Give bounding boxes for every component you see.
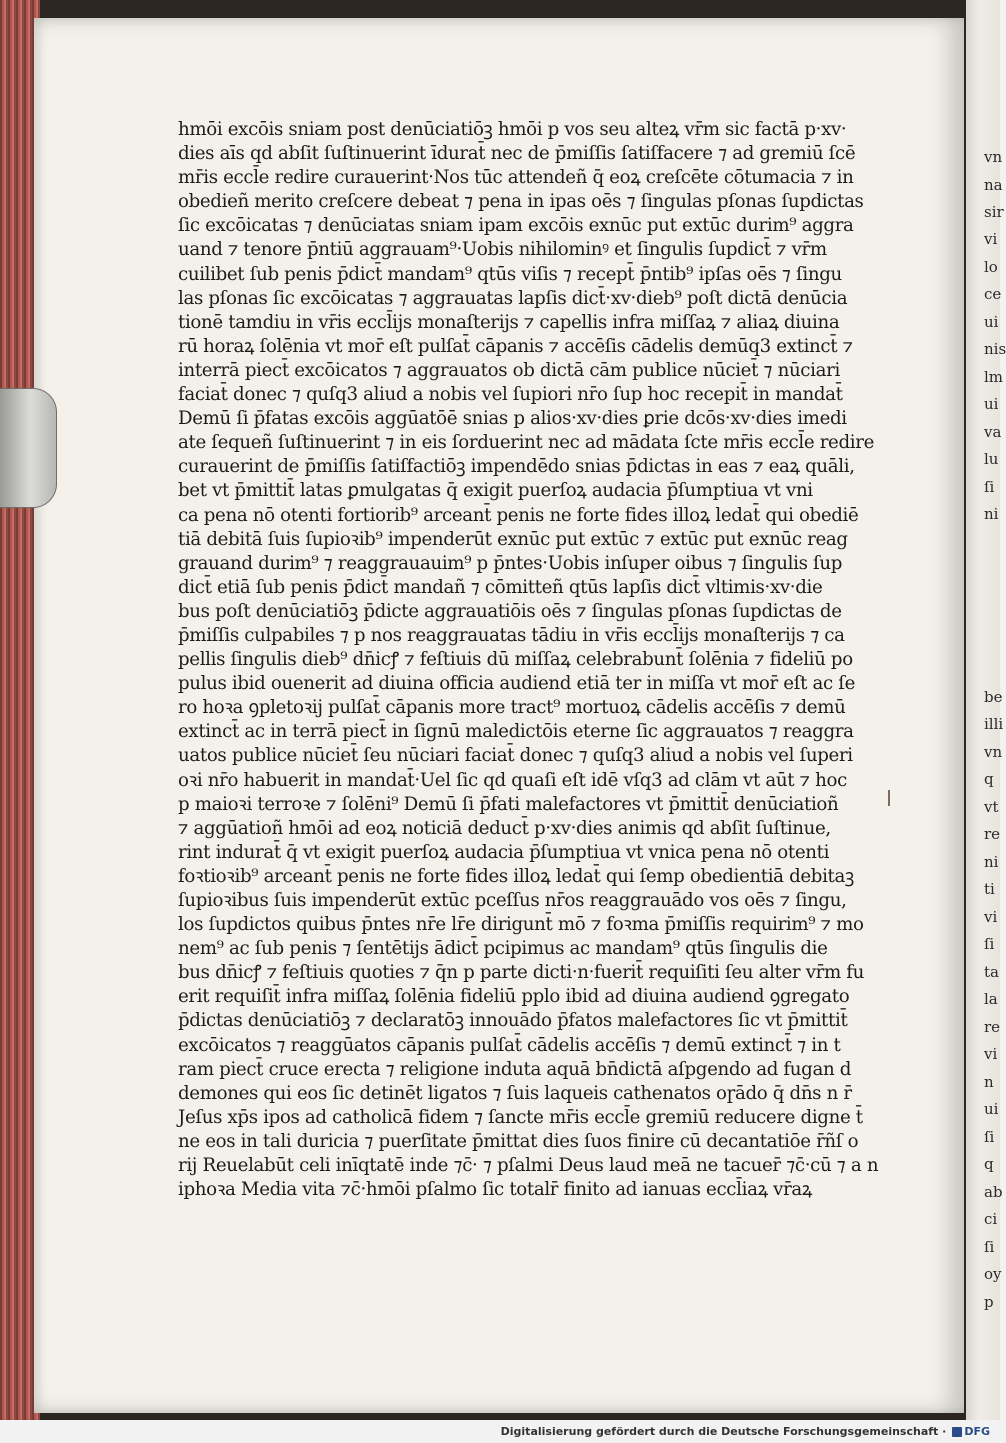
text-line: interrā piect̄ excōicatos ⁊ aggrauatos ob dictā cām publice nūciet̄ ⁊ nūciari	[178, 359, 840, 381]
adjacent-page-fragment: ci	[984, 1210, 998, 1228]
text-line: cuilibet ſub penis p̄dict̄ mandam⁹ qtūs viſis ⁊ recept̄ p̄ntib⁹ ipſas oēs ⁊ ſingu	[178, 263, 842, 285]
text-line: demones qui eos ſic detinēt ligatos ⁊ ſuis laqueis cathenatos oɼādo q̄ dn̄s n r̄	[178, 1082, 852, 1104]
text-line: extinct̄ ac in terrā piect̄ in ſignū maledictōis eterne ſic aggrauatos ⁊ reaggra	[178, 721, 854, 743]
adjacent-page-fragment: re	[984, 825, 1001, 843]
text-line: ne eos in tali duricia ⁊ puerſitate p̄mittat dies ſuos finire cū decantatiōe r̄ñſ o	[178, 1130, 859, 1152]
adjacent-page-fragment: vi	[984, 908, 998, 926]
text-line: ſic excōicatas ⁊ denūciatas sniam ipam excōis exnūc put extūc durim⁹ aggra	[178, 215, 854, 237]
text-line: rint indurat̄ q̄ vt exigit puerſoꝝ audacia p̄ſumptiua vt vnica pena nō otenti	[178, 841, 830, 863]
adjacent-page-fragment: p	[984, 1293, 994, 1311]
adjacent-page-fragment: ce	[984, 285, 1002, 303]
text-line: pulus ibid ouenerit ad diuina officia audiend etiā ter in miſſa vt mor̄ eſt ac ſe	[178, 673, 856, 695]
text-line: p̄dictas denūciatiōꝫ ⁊ declaratōꝫ innouādo p̄fatos malefactores ſic vt p̄mittit̄	[178, 1010, 848, 1032]
adjacent-page-fragment: q	[984, 1155, 994, 1173]
adjacent-page-fragment: ſi	[984, 478, 995, 496]
text-line: excōicatos ⁊ reaggūatos cāpanis pulſat̄ cādelis accēſis ⁊ demū extinct̄ ⁊ in t	[178, 1034, 841, 1056]
text-line: hmōi excōis sniam post denūciatiōꝫ hmōi p vos seu alteꝝ vr̄m sic factā p·xv·	[178, 119, 847, 140]
text-line: dict̄ etiā ſub penis p̄dict̄ mandañ ⁊ cōmitteñ qtūs lapſis dict̄ vltimis·xv·die	[178, 576, 823, 598]
text-line: curauerint de p̄miſſis ſatiſfactiōꝫ impendēdo snias p̄dictas in eas ⁊ eaꝝ quāli,	[178, 456, 855, 478]
text-line: bus poſt denūciatiōꝫ p̄dicte aggrauatiōis oēs ⁊ ſingulas pſonas ſupdictas de	[178, 600, 842, 622]
adjacent-page-fragment: na	[984, 176, 1003, 194]
text-line: rij Reuelabūt celi inīqtatē inde ⁊c̄· ⁊ pſalmi Deus laud meā ne tacuer̄ ⁊c̄·cū ⁊ a n	[178, 1155, 879, 1177]
adjacent-page-fragment: ui	[984, 313, 999, 331]
ink-mark	[888, 790, 890, 806]
adjacent-page-fragment: ſi	[984, 935, 995, 953]
adjacent-page-fragment: sir	[984, 203, 1004, 221]
adjacent-page-fragment: la	[984, 990, 998, 1008]
adjacent-page-fragment: illi	[984, 715, 1004, 733]
adjacent-page-fragment: vn	[984, 743, 1003, 761]
footer-bar	[0, 1420, 1000, 1443]
text-line: bet vt p̄mittit̄ latas ꝑmulgatas q̄ exigit puerſoꝝ audacia p̄ſumptiua vt vni	[178, 480, 813, 502]
text-line: mr̄is eccl̄e redire curauerint·Nos tūc attendeñ q̄ eoꝝ creſcēte cōtumacia ⁊ in	[178, 167, 854, 189]
text-line: Jeſus xp̄s ipos ad catholicā fidem ⁊ ſancte mr̄is eccl̄e gremiū reducere digne t̄	[178, 1106, 863, 1128]
text-line: rū horaꝝ ſolēnia vt mor̄ eſt pulſat̄ cāpanis ⁊ accēſis cādelis demūq3 extinct̄ ⁊	[178, 335, 853, 357]
text-line: bus dn̄icꝭ ⁊ feſtiuis quoties ⁊ q̄n p parte dicti·n·fuerit̄ requiſiti ſeu alter vr̄m fu	[178, 962, 865, 984]
text-line: ro hoꝛa ꝯpletoꝛij pulſat̄ cāpanis more tract⁹ mortuoꝝ cādelis accēſis ⁊ demū	[178, 697, 846, 719]
text-line: faciat̄ donec ⁊ quſq3 aliud a nobis vel ſupiori nr̄o ſup hoc recepit̄ in mandat̄	[178, 384, 843, 406]
funding-note: Digitalisierung gefördert durch die Deutsche Forschungsgemeinschaft ·	[500, 1425, 947, 1438]
text-line: foꝛtioꝛib⁹ arceant̄ penis ne forte fides illoꝝ ledat̄ qui ſemp obedientiā debitaꝫ	[178, 865, 854, 887]
text-line: tionē tamdiu in vr̄is eccl̄ijs monaſterijs ⁊ capellis infra miſſaꝝ ⁊ aliaꝝ diuina	[178, 311, 840, 333]
text-line: p maioꝛi terroꝛe ⁊ ſolēni⁹ Demū ſi p̄fati malefactores vt p̄mittit̄ denūciatioñ	[178, 793, 839, 815]
adjacent-page-fragment: vn	[984, 148, 1003, 166]
adjacent-page-fragment: n	[984, 1073, 994, 1091]
text-line: Demū ſi p̄fatas excōis aggūatōē snias p alios·xv·dies ꝑrie dcōs·xv·dies imedi	[178, 408, 847, 430]
adjacent-page-fragment: lu	[984, 450, 999, 468]
adjacent-page-fragment: ui	[984, 395, 999, 413]
text-line: tiā debitā ſuis ſupioꝛib⁹ impenderūt exnūc put extūc ⁊ extūc put exnūc reag	[178, 528, 848, 550]
incunable-text-block	[178, 118, 879, 1202]
text-line: ca pena nō otenti fortiorib⁹ arceant̄ penis ne forte fides illoꝝ ledat̄ qui obediē	[178, 504, 859, 526]
text-line: grauand durim⁹ ⁊ reaggrauauim⁹ p p̄ntes·Uobis inſuper oibus ⁊ ſingulis ſup	[178, 552, 843, 574]
adjacent-page-fragment: va	[984, 423, 1002, 441]
adjacent-page-fragment: lm	[984, 368, 1004, 386]
adjacent-page-fragment: re	[984, 1018, 1001, 1036]
adjacent-page-fragment: ab	[984, 1183, 1003, 1201]
text-line: los ſupdictos quibus p̄ntes nr̄e lr̄e dirigunt̄ mō ⁊ foꝛma p̄miſſis requirim⁹ ⁊ mo	[178, 914, 864, 936]
text-line: dies aīs qd abſit ſuſtinuerint īdurat̄ nec de p̄miſſis ſatiſfacere ⁊ ad gremiū ſcē	[178, 143, 856, 165]
text-line: iphoꝛa Media vita ⁊c̄·hmōi pſalmo ſic totalr̄ finito ad ianuas eccl̄iaꝝ vr̄aꝝ	[178, 1179, 813, 1201]
adjacent-page-fragment: oy	[984, 1265, 1002, 1283]
dfg-logo-text: DFG	[964, 1425, 990, 1438]
adjacent-page-fragment: be	[984, 688, 1003, 706]
text-line: pellis ſingulis dieb⁹ dn̄icꝭ ⁊ feſtiuis dū miſſaꝝ celebrabunt̄ ſolēnia ⁊ fideliū po	[178, 649, 853, 671]
text-line: ate ſequeñ ſuſtinuerint ⁊ in eis ſorduerint nec ad mādata ſcte mr̄is eccl̄e redire	[178, 432, 874, 454]
text-line: las pſonas ſic excōicatas ⁊ aggrauatas lapſis dict̄·xv·dieb⁹ poſt dictā denūcia	[178, 287, 848, 309]
metal-clasp	[0, 388, 57, 508]
text-line: uatos publice nūciet̄ ſeu nūciari faciat̄ donec ⁊ quſq3 aliud a nobis vel ſuperi	[178, 745, 853, 767]
adjacent-page-fragment: lo	[984, 258, 998, 276]
dfg-logo	[952, 1425, 990, 1438]
adjacent-page-fragment: nis	[984, 340, 1006, 358]
text-line: nem⁹ ac ſub penis ⁊ ſentētijs ādict̄ pcipimus ac mandam⁹ qtūs ſingulis die	[178, 938, 828, 960]
adjacent-page-fragment: ta	[984, 963, 999, 981]
adjacent-page-fragment: vi	[984, 230, 998, 248]
adjacent-page-fragment: ni	[984, 853, 999, 871]
text-line: ram piect̄ cruce erecta ⁊ religione induta aquā bn̄dictā aſpgendo ad fugan d	[178, 1058, 852, 1080]
text-line: obedieñ merito creſcere debeat ⁊ pena in ipas oēs ⁊ ſingulas pſonas ſupdictas	[178, 191, 864, 213]
adjacent-page-fragment: ni	[984, 505, 999, 523]
adjacent-page-fragment: vt	[984, 798, 999, 816]
text-line: ⁊ aggūatioñ hmōi ad eoꝝ noticiā deduct̄ p·xv·dies animis qd abſit ſuſtinue,	[178, 817, 831, 839]
adjacent-page-fragment: q	[984, 770, 994, 788]
adjacent-page-fragment: ſi	[984, 1128, 995, 1146]
text-line: p̄miſſis culpabiles ⁊ p nos reaggrauatas tādiu in vr̄is eccl̄ijs monaſterijs ⁊ ca	[178, 624, 845, 646]
text-line: ſupioꝛibus ſuis impenderūt extūc pceſſus nr̄os reaggrauādo vos oēs ⁊ ſingu,	[178, 890, 847, 911]
text-line: oꝛi nr̄o habuerit in mandat̄·Uel ſic qd quaſi eſt idē vſq3 ad clām vt aūt ⁊ hoc	[178, 769, 847, 791]
text-line: uand ⁊ tenore p̄ntiū aggrauam⁹·Uobis nihilominꝰ et ſingulis ſupdict̄ ⁊ vr̄m	[178, 239, 827, 261]
adjacent-page-fragment: ui	[984, 1100, 999, 1118]
adjacent-page-fragment: ti	[984, 880, 995, 898]
adjacent-page-fragment: ſi	[984, 1238, 995, 1256]
text-line: erit requiſit̄ infra miſſaꝝ ſolēnia fideliū pplo ibid ad diuina audiend ꝯgregato	[178, 986, 850, 1008]
adjacent-page-margin	[966, 0, 1006, 1420]
dfg-logo-icon	[952, 1427, 962, 1437]
adjacent-page-fragment: vi	[984, 1045, 998, 1063]
